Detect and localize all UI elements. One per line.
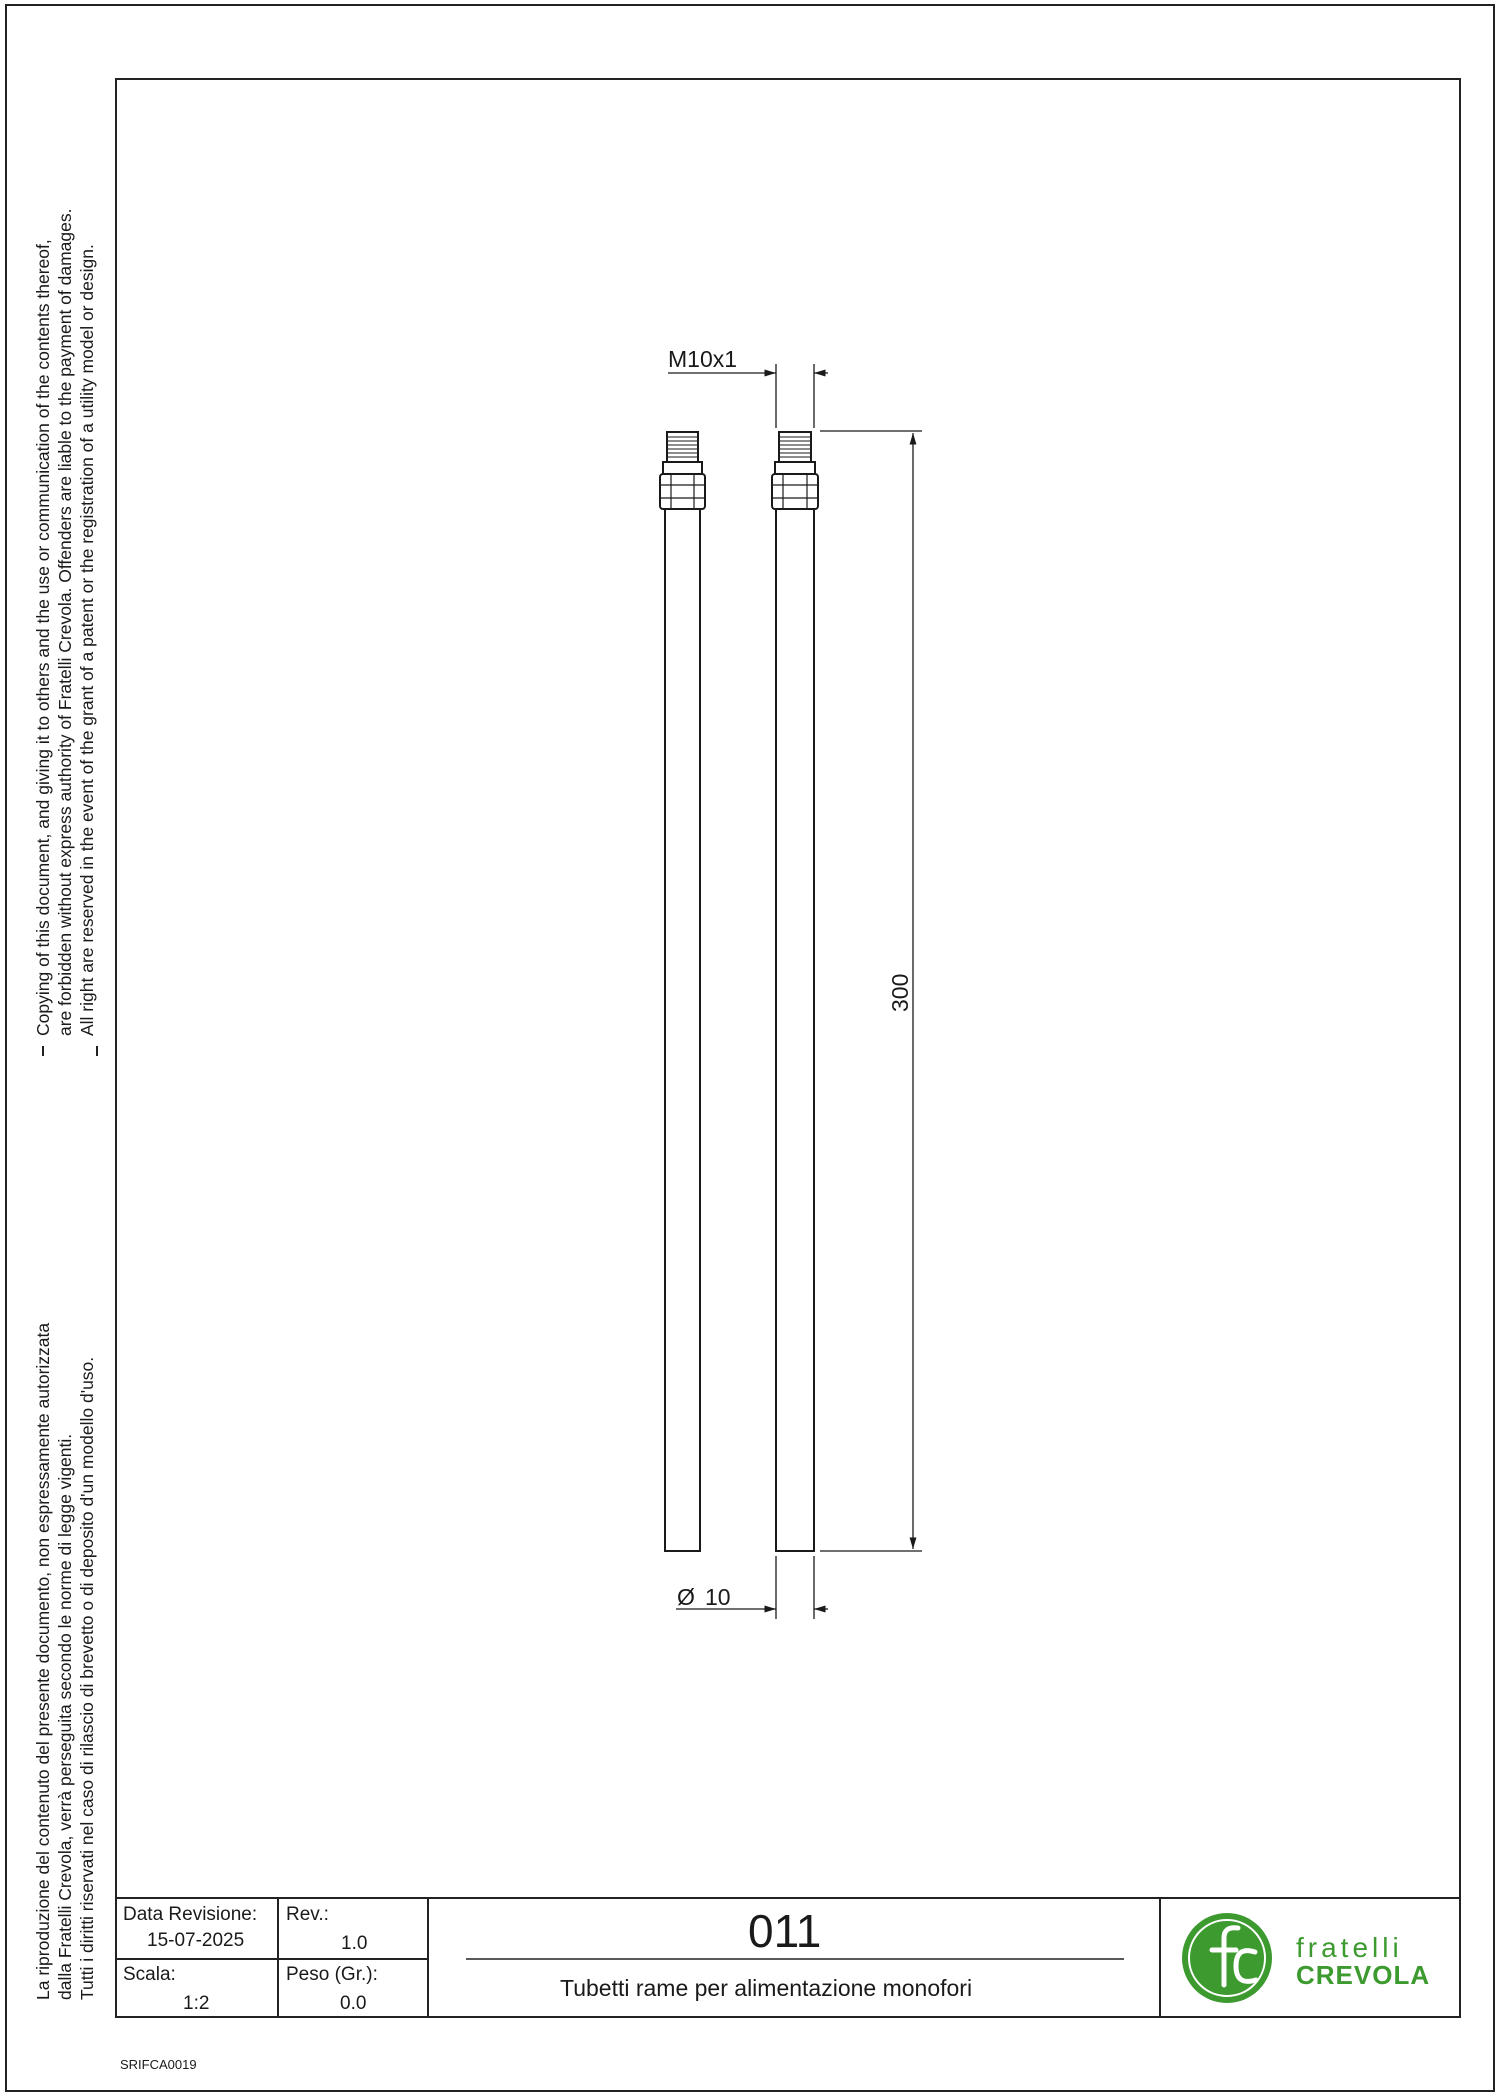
notice-line: Copying of this document, and giving it to others and the use or communication of the contents thereof,	[33, 239, 53, 1036]
notice-line: La riproduzione del contenuto del presente documento, non espressamente autorizzata	[33, 1322, 53, 2000]
revision-date-value: 15-07-2025	[147, 1930, 245, 1951]
tube-right	[772, 432, 818, 1551]
rev-label: Rev.:	[286, 1904, 329, 1925]
drawing-code: 011	[748, 1905, 822, 1957]
logo-text-crevola: CREVOLA	[1296, 1960, 1431, 1990]
scale-label: Scala:	[123, 1964, 176, 1985]
notice-line: are forbidden without express authority of Fratelli Crevola. Offenders are liable to the payment of damages.	[55, 208, 75, 1036]
weight-label: Peso (Gr.):	[286, 1964, 378, 1985]
length-dimension-label: 300	[887, 973, 913, 1012]
thread-dimension	[668, 364, 828, 428]
diameter-dimension-label: 10	[705, 1584, 731, 1610]
tube-left	[660, 432, 705, 1551]
thread-dimension-label: M10x1	[668, 346, 738, 372]
scale-value: 1:2	[183, 1993, 210, 2014]
company-logo	[1182, 1913, 1272, 2003]
document-code: SRIFCA0019	[120, 2057, 197, 2072]
diameter-dimension	[676, 1556, 828, 1619]
logo-text-fratelli: fratelli	[1296, 1932, 1403, 1963]
revision-date-label: Data Revisione:	[123, 1904, 258, 1925]
notice-line: All right are reserved in the event of the grant of a patent or the registration of a utility model or design.	[77, 244, 97, 1036]
weight-value: 0.0	[340, 1993, 367, 2014]
diameter-symbol: Ø	[677, 1584, 695, 1610]
notice-line: dalla Fratelli Crevola, verrà perseguita secondo le norme di legge vigenti.	[55, 1433, 75, 2000]
rev-value: 1.0	[341, 1933, 368, 1954]
notice-line: Tutti i diritti riservati nel caso di rilascio di brevetto o di deposito d'un modello d'uso.	[77, 1356, 97, 2000]
drawing-description: Tubetti rame per alimentazione monofori	[560, 1975, 973, 2001]
